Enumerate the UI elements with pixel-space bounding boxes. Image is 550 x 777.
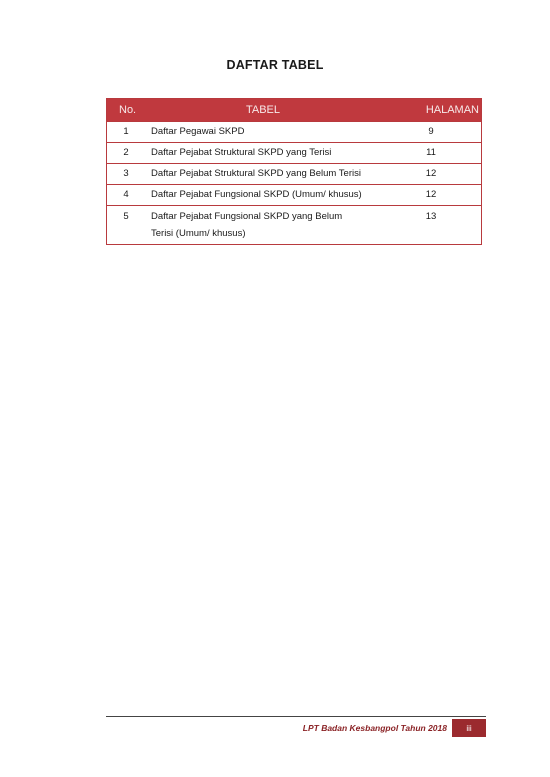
row-title: Daftar Pejabat Struktural SKPD yang Belum Terisi xyxy=(151,168,361,179)
row-title: Daftar Pegawai SKPD xyxy=(151,126,245,137)
row-no: 4 xyxy=(123,189,129,200)
table-row xyxy=(107,184,481,205)
header-tabel: TABEL xyxy=(245,104,281,116)
row-page: 11 xyxy=(426,147,436,158)
header-halaman: HALAMAN xyxy=(425,104,479,116)
row-no: 5 xyxy=(123,211,129,222)
row-no: 3 xyxy=(123,168,129,179)
page-title: DAFTAR TABEL xyxy=(226,58,324,72)
row-title: Daftar Pejabat Fungsional SKPD yang Belum Terisi (Umum/ khusus) xyxy=(151,211,343,239)
row-title: Daftar Pejabat Struktural SKPD yang Terisi xyxy=(151,147,332,158)
table-row xyxy=(107,163,481,184)
page-footer xyxy=(106,719,486,737)
row-title: Daftar Pejabat Fungsional SKPD (Umum/ khusus) xyxy=(151,189,362,200)
table-of-tables xyxy=(106,98,482,245)
row-no: 2 xyxy=(123,147,129,158)
header-no: No. xyxy=(119,104,137,116)
table-header-row xyxy=(107,99,481,121)
table-row xyxy=(107,142,481,163)
table-row xyxy=(107,121,481,142)
row-page: 9 xyxy=(428,126,434,137)
row-page: 13 xyxy=(425,211,437,222)
footer-text: LPT Badan Kesbangpol Tahun 2018 xyxy=(302,723,447,733)
page-number: iii xyxy=(452,719,486,737)
row-page: 12 xyxy=(425,168,437,179)
row-no: 1 xyxy=(123,126,129,137)
row-page: 12 xyxy=(425,189,437,200)
table-row xyxy=(107,205,481,244)
footer-divider xyxy=(106,716,486,717)
